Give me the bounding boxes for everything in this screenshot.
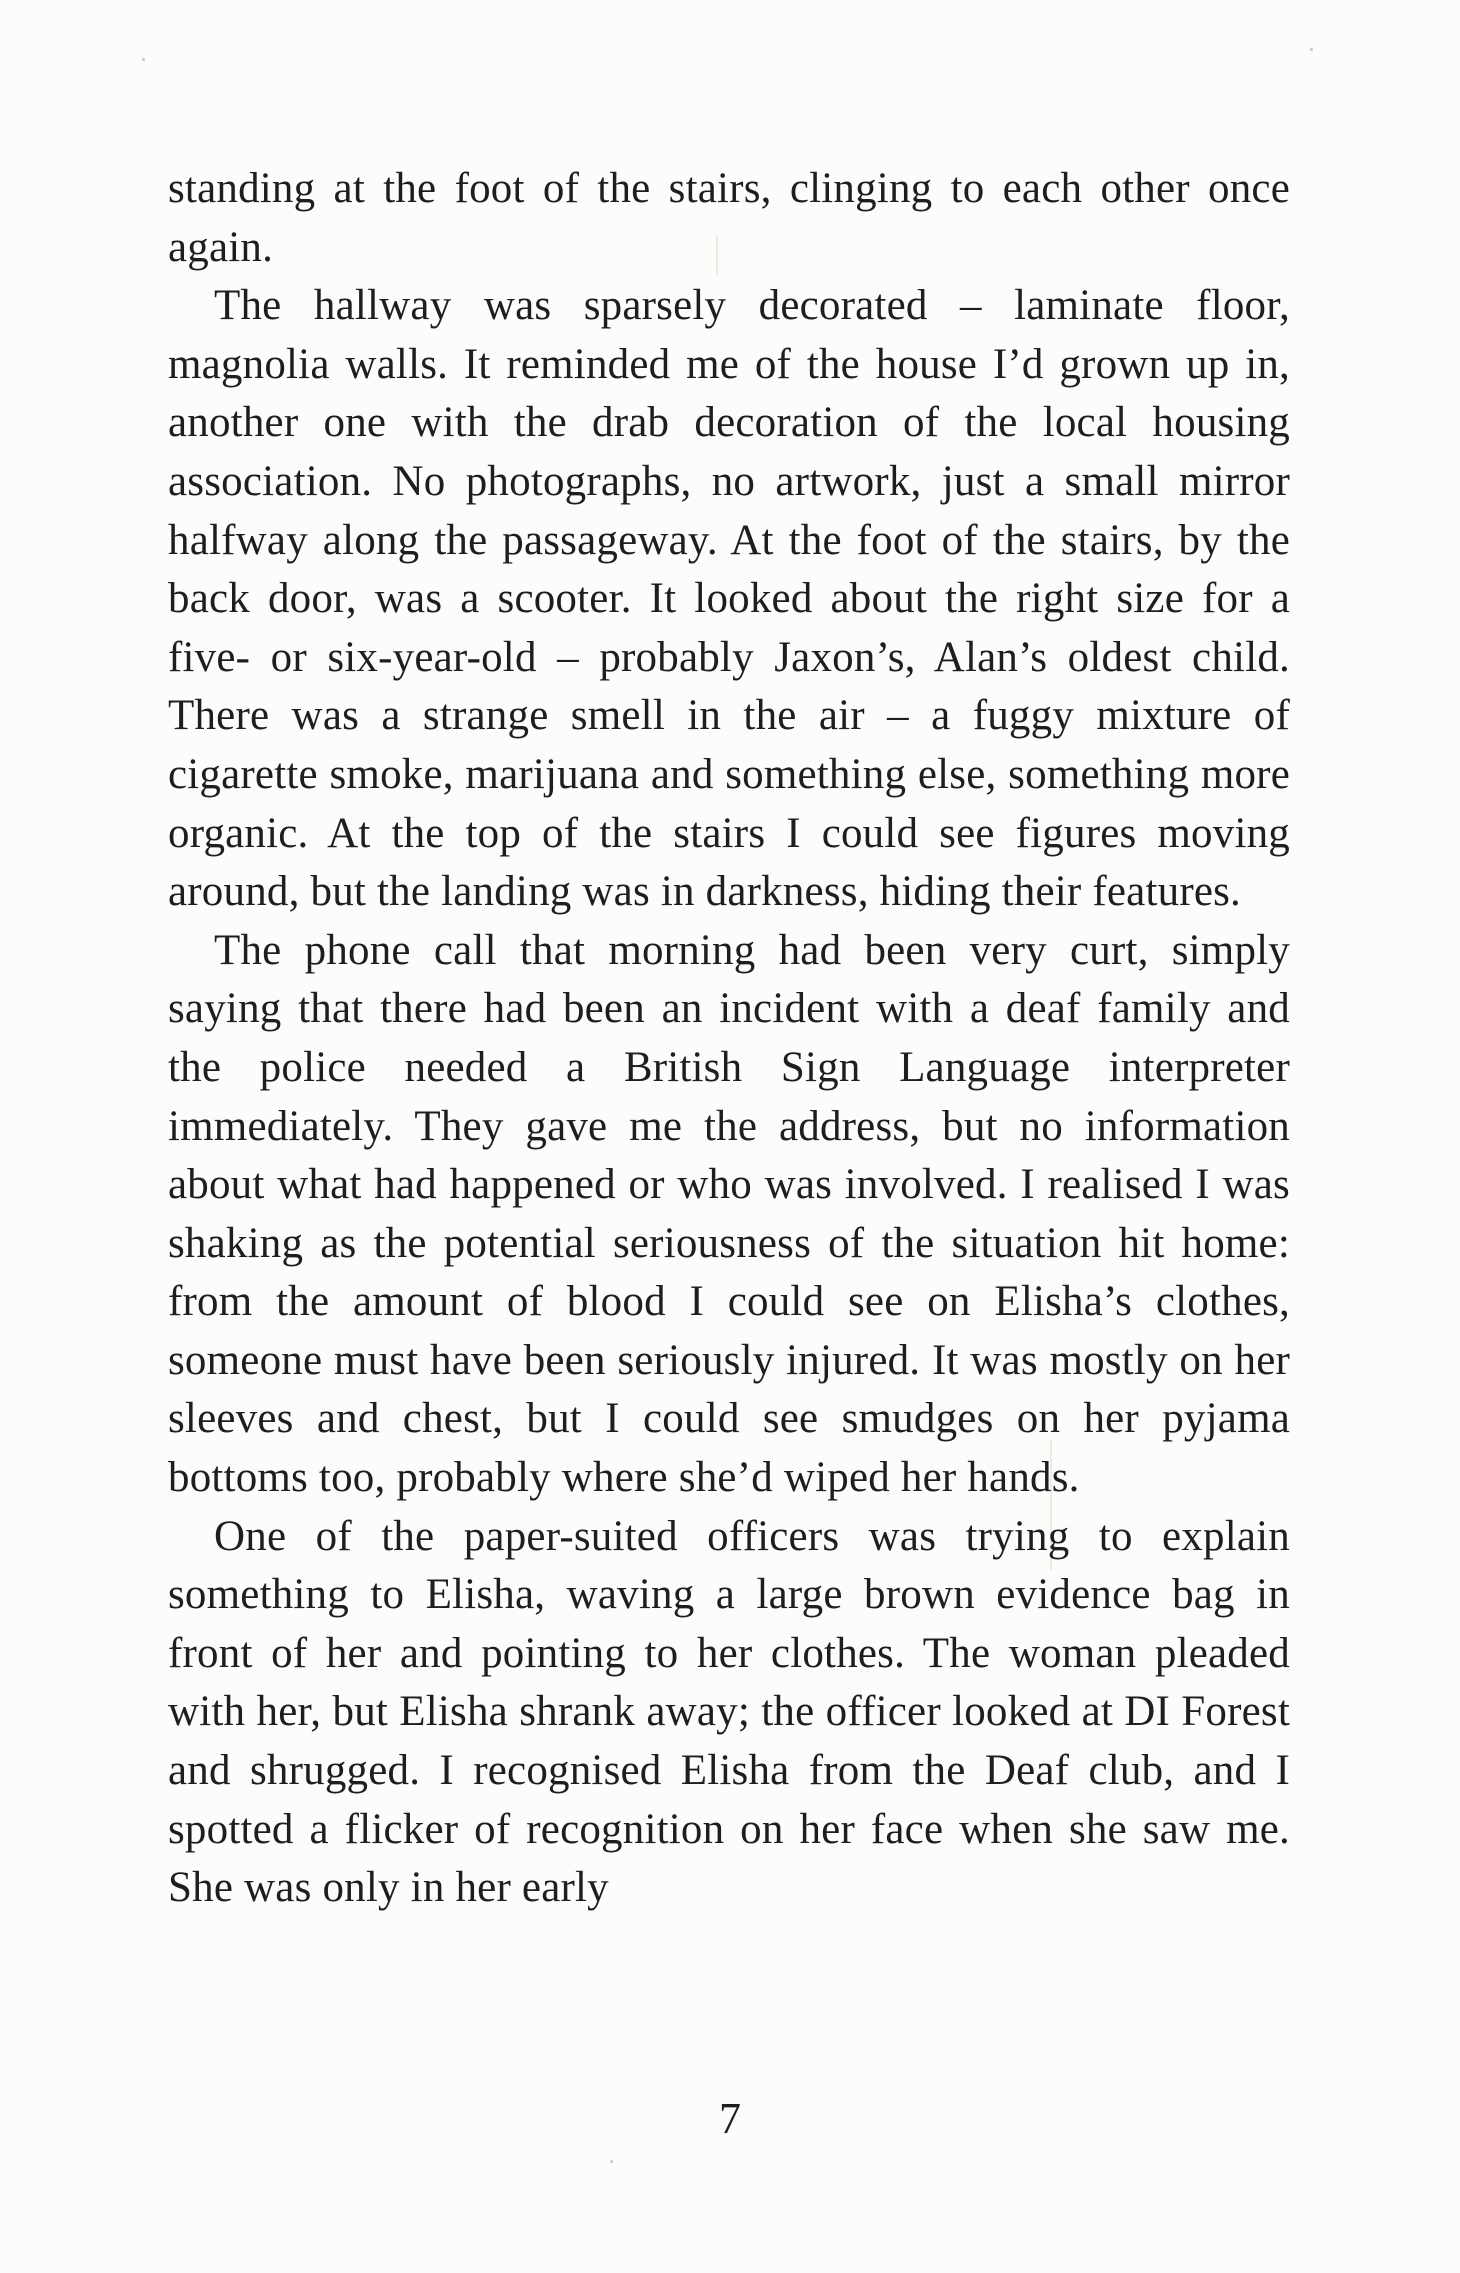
paper-speck	[610, 2160, 613, 2163]
paper-speck	[1310, 48, 1313, 51]
page-number: 7	[719, 2094, 741, 2143]
paragraph: standing at the foot of the stairs, clinging to each other once again.	[168, 165, 1290, 271]
paper-speck	[142, 58, 145, 61]
body-text	[168, 160, 1290, 1918]
paragraph: The phone call that morning had been very curt, simply saying that there had been an incident with a deaf family and the police needed a British Sign Language interpreter immediately. They gave me the address, but no information about what had happened or who was involved. I realised I was shaking as the potential seriousness of the situation hit home: from the amount of blood I could see on Elisha’s clothes, someone must have been seriously injured. It was mostly on her sleeves and chest, but I could see smudges on her pyjama bottoms too, probably where she’d wiped her hands.	[168, 926, 1290, 1502]
paragraph: The hallway was sparsely decorated – laminate floor, magnolia walls. It reminded me of the house I’d grown up in, another one with the drab decoration of the local housing association. No photographs, no artwork, just a small mirror halfway along the passageway. At the foot of the stairs, by the back door, was a scooter. It looked about the right size for a five- or six-year-old – probably Jaxon’s, Alan’s oldest child. There was a strange smell in the air – a fuggy mixture of cigarette smoke, marijuana and something else, something more organic. At the top of the stairs I could see figures moving around, but the landing was in darkness, hiding their features.	[168, 282, 1290, 916]
paragraph: One of the paper-suited officers was trying to explain something to Elisha, waving a large brown evidence bag in front of her and pointing to her clothes. The woman pleaded with her, but Elisha shrank away; the officer looked at DI Forest and shrugged. I recognised Elisha from the Deaf club, and I spotted a flicker of recognition on her face when she saw me. She was only in her early	[168, 1512, 1290, 1912]
